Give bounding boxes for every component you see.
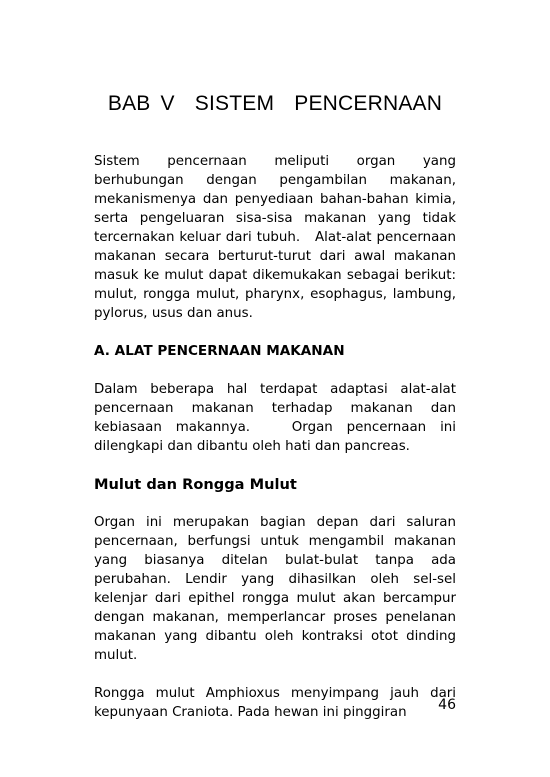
section-paragraph: Dalam beberapa hal terdapat adaptasi alat-alat pencernaan makanan terhadap makanan dan kebiasaan makannya. Organ pencernaan ini dilengkapi dan dibantu oleh hati dan pancreas. [94,382,461,454]
chapter-title: BAB V SISTEM PENCERNAAN [107,92,443,115]
subsection-paragraph-2: Rongga mulut Amphioxus menyimpang jauh dari kepunyaan Craniota. Pada hewan ini pinggiran [94,686,461,720]
intro-paragraph: Sistem pencernaan meliputi organ yang berhubungan dengan pengambilan makanan, mekanismenya dan penyediaan bahan-bahan kimia, serta pengeluaran sisa-sisa makanan yang tidak tercernakan keluar dari tubuh. Alat-alat pencernaan makanan secara berturut-turut dari awal makanan masuk ke mulut dapat dikemukakan sebagai berikut: mulut, rongga mulut, pharynx, esophagus, lambung, pylorus, usus dan anus. [94,154,465,321]
section-heading: A. ALAT PENCERNAAN MAKANAN [94,343,345,359]
subsection-paragraph-1: Organ ini merupakan bagian depan dari saluran pencernaan, berfungsi untuk mengambil makanan yang biasanya ditelan bulat-bulat tanpa ada perubahan. Lendir yang dihasilkan oleh sel-sel kelenjar dari epithel rongga mulut akan bercampur dengan makanan, memperlancar proses penelanan makanan yang dibantu oleh kontraksi otot dinding mulut. [94,515,461,663]
page-number: 46 [438,697,456,713]
subsection-heading: Mulut dan Rongga Mulut [94,476,297,493]
page-content [94,152,465,741]
